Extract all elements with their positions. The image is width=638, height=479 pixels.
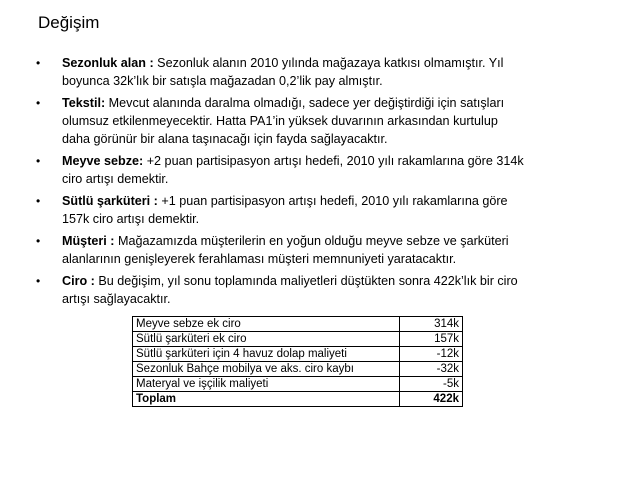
row-label: Sütlü şarküteri ek ciro [133, 332, 400, 347]
row-label: Sezonluk Bahçe mobilya ve aks. ciro kaybı [133, 362, 400, 377]
row-value: 157k [400, 332, 463, 347]
row-label: Sütlü şarküteri için 4 havuz dolap maliyeti [133, 347, 400, 362]
bullet-lead: Tekstil: [62, 96, 106, 110]
table-row [133, 377, 463, 392]
bullet-icon: • [36, 274, 41, 288]
bullet-icon: • [36, 154, 41, 168]
bullet-text: 157k ciro artışı demektir. [62, 212, 200, 226]
bullet-text: ciro artışı demektir. [62, 172, 169, 186]
bullet-text: Mevcut alanında daralma olmadığı, sadece yer değiştirdiği için satışları [105, 96, 505, 110]
bullet-text: Sezonluk alanın 2010 yılında mağazaya katkısı olmamıştır. Yıl [153, 56, 504, 70]
bullet-item-sutlu-sarkuteri [36, 192, 596, 228]
bullet-icon: • [36, 96, 41, 110]
bullet-item-sezonluk-alan [36, 54, 596, 90]
table-row [133, 362, 463, 377]
bullet-text: olumsuz etkilenmeyecektir. Hatta PA1’in yüksek duvarının arkasından kurtulup [62, 114, 498, 128]
table-row [133, 347, 463, 362]
row-label: Materyal ve işçilik maliyeti [133, 377, 400, 392]
bullet-text: +1 puan partisipasyon artışı hedefi, 2010 yılı rakamlarına göre [157, 194, 508, 208]
bullet-icon: • [36, 234, 41, 248]
row-value: -5k [400, 377, 463, 392]
table-row [133, 332, 463, 347]
bullet-item-meyve-sebze [36, 152, 596, 188]
bullet-lead: Sezonluk alan : [62, 56, 154, 70]
bullet-text: artışı sağlayacaktır. [62, 292, 171, 306]
row-value: 314k [400, 317, 463, 332]
bullet-text: +2 puan partisipasyon artışı hedefi, 2010 yılı rakamlarına göre 314k [143, 154, 524, 168]
bullet-text: alanlarının genişleyerek ferahlaması müşteri memnuniyeti yaratacaktır. [62, 252, 457, 266]
bullet-item-ciro [36, 272, 596, 308]
bullet-text: boyunca 32k’lık bir satışla mağazadan 0,2’lik pay almıştır. [62, 74, 383, 88]
total-label: Toplam [133, 392, 400, 407]
bullet-icon: • [36, 56, 41, 70]
total-value: 422k [400, 392, 463, 407]
row-value: -32k [400, 362, 463, 377]
row-label: Meyve sebze ek ciro [133, 317, 400, 332]
bullet-lead: Müşteri : [62, 234, 115, 248]
slide-title: Değişim [38, 13, 100, 32]
row-value: -12k [400, 347, 463, 362]
bullet-text: daha görünür bir alana taşınacağı için fayda sağlayacaktır. [62, 132, 388, 146]
bullet-lead: Sütlü şarküteri : [62, 194, 158, 208]
bullet-lead: Ciro : [62, 274, 95, 288]
table-row [133, 317, 463, 332]
summary-table [132, 316, 463, 407]
bullet-list [36, 54, 596, 312]
table-total-row [133, 392, 463, 407]
bullet-item-musteri [36, 232, 596, 268]
bullet-text: Mağazamızda müşterilerin en yoğun olduğu meyve sebze ve şarküteri [114, 234, 509, 248]
bullet-lead: Meyve sebze: [62, 154, 144, 168]
bullet-item-tekstil [36, 94, 596, 148]
bullet-text: Bu değişim, yıl sonu toplamında maliyetleri düştükten sonra 422k’lık bir ciro [94, 274, 518, 288]
bullet-icon: • [36, 194, 41, 208]
